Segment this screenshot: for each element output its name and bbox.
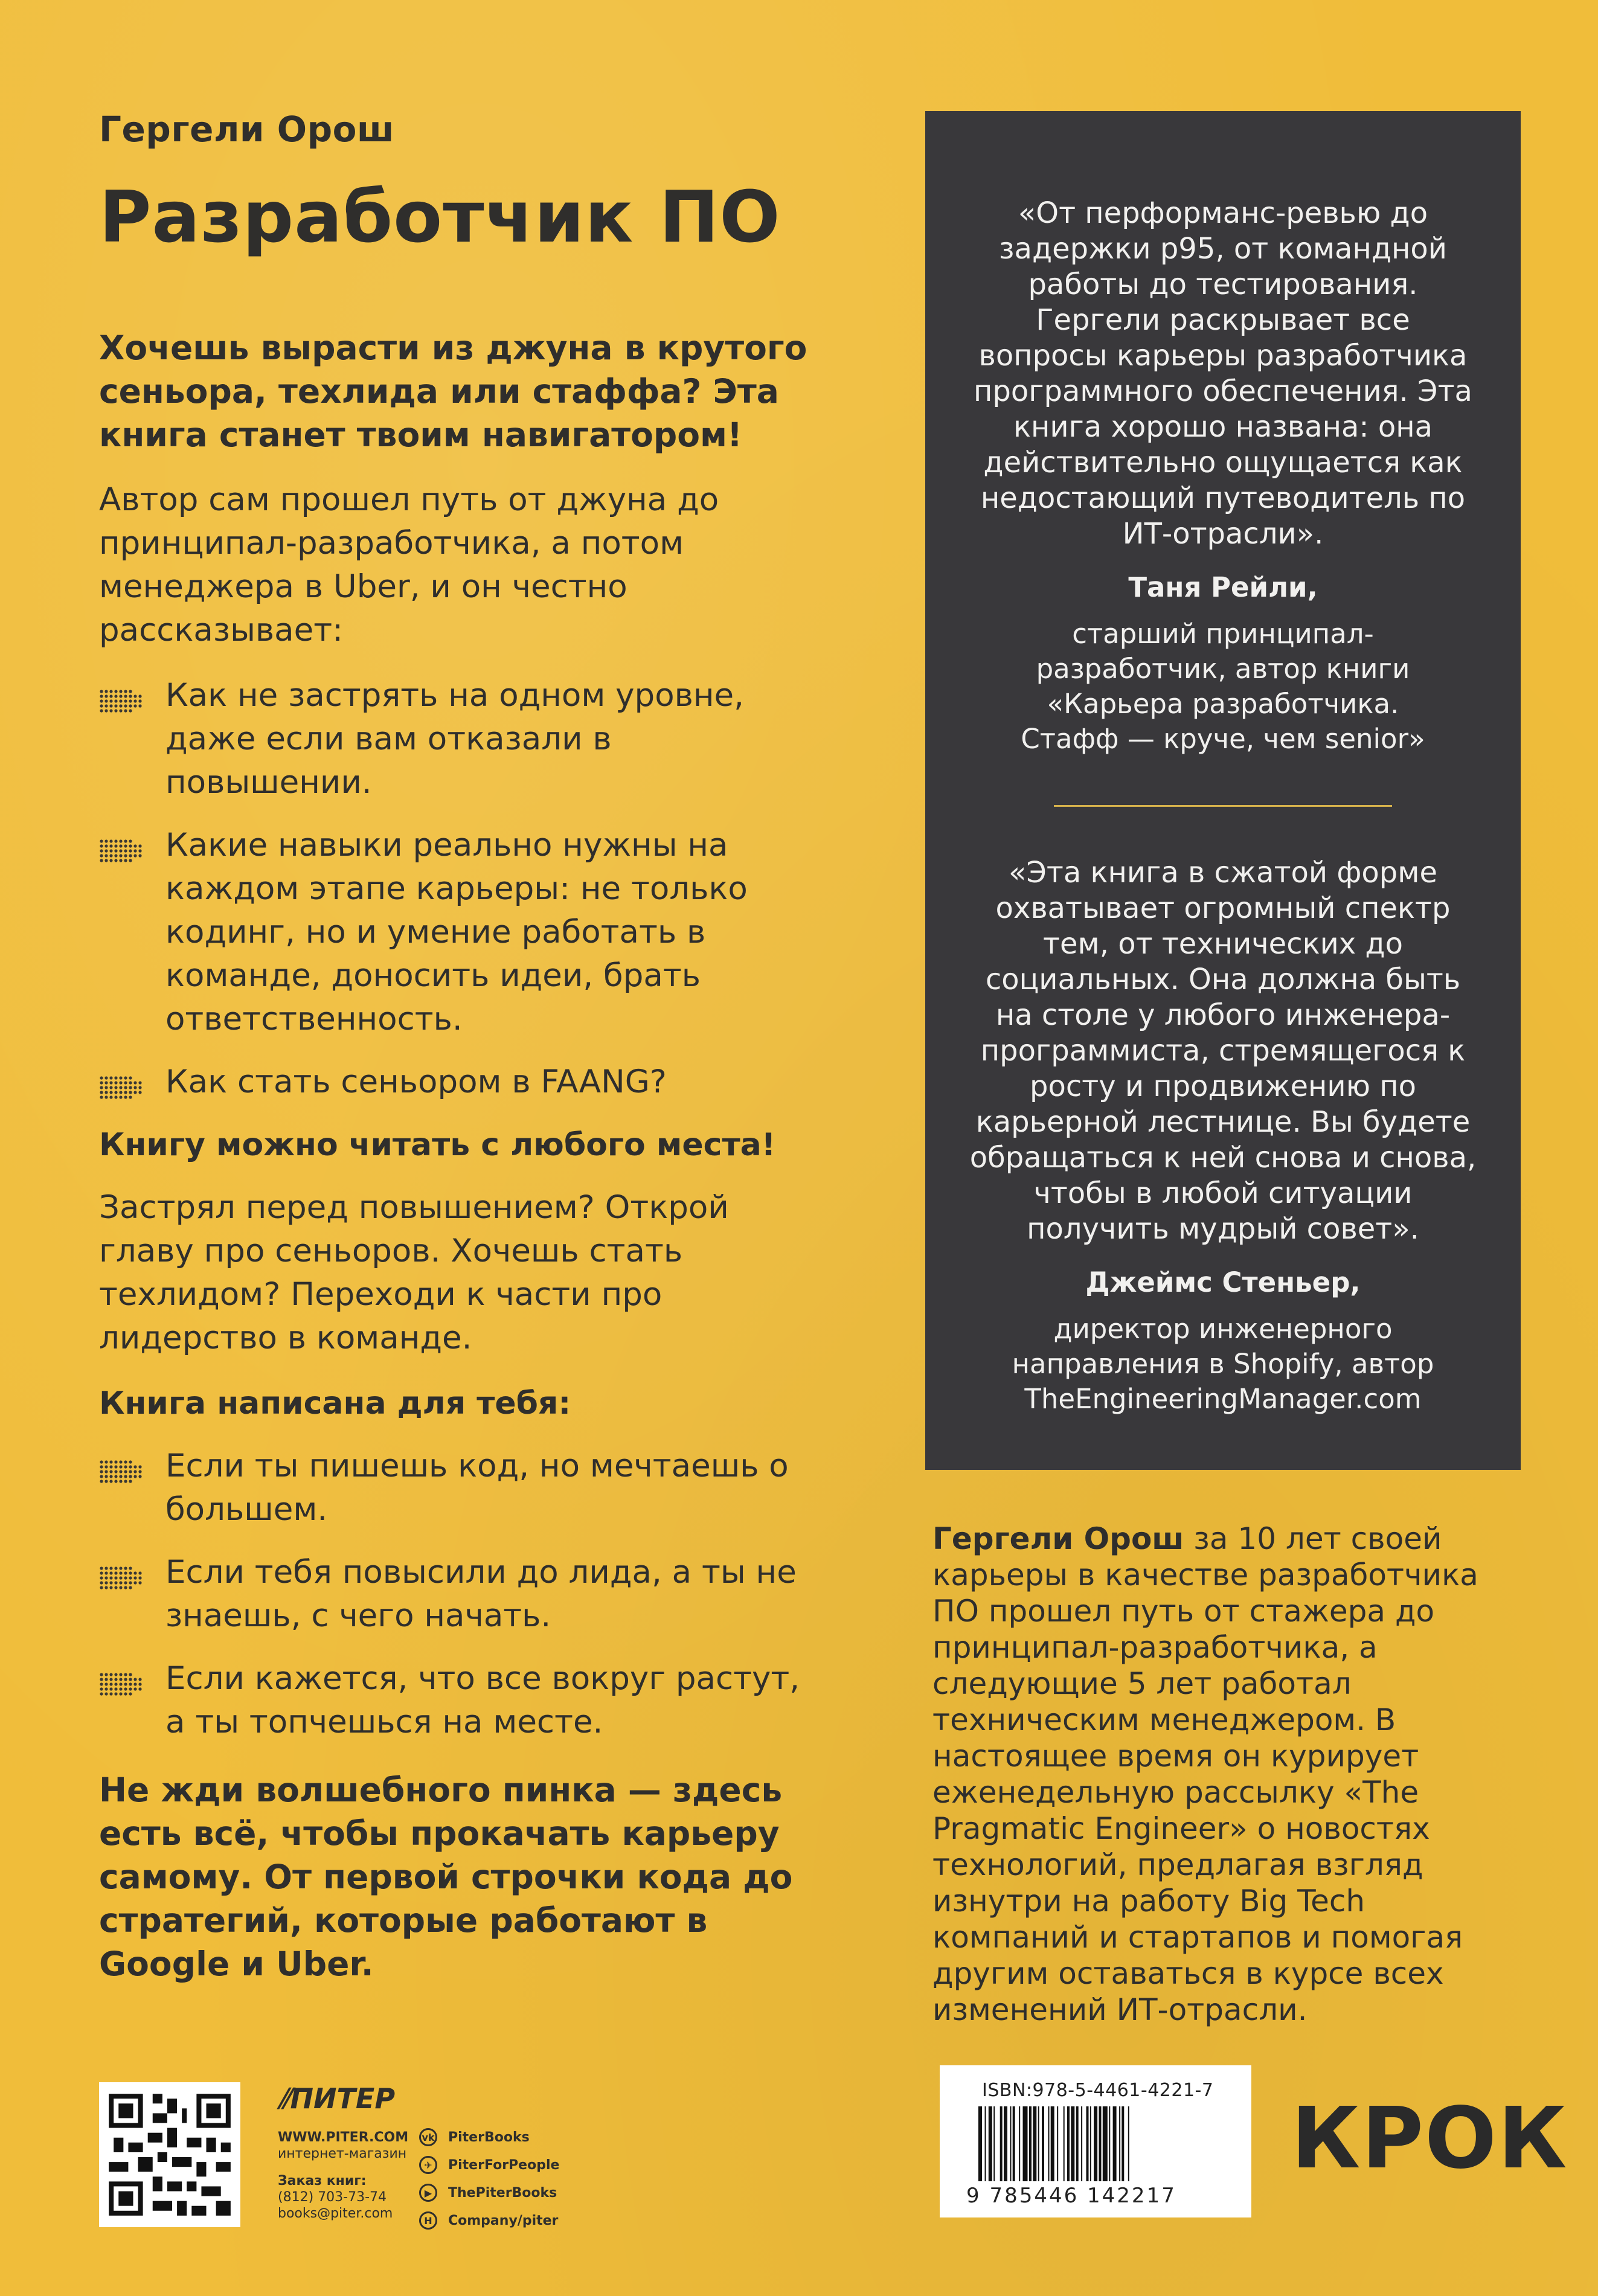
closing-text: Не жди волшебного пинка — здесь есть всё, чтобы прокачать карьеру самому. От первой строчки кода до стратегий, которые работают в Google и Uber. (99, 1771, 793, 1983)
social-label: PiterBooks (448, 2129, 530, 2145)
barcode-label (940, 2065, 1251, 2217)
social-link (419, 2123, 559, 2151)
list-item-text: Если кажется, что все вокруг растут, а ты топчешься на месте. (165, 1660, 800, 1740)
lead-text: Хочешь вырасти из джуна в крутого сеньора, техлида или стаффа? Эта книга станет твоим навигатором! (99, 329, 807, 454)
heading-for-you: Книга написана для тебя: (99, 1385, 571, 1422)
arrow-icon (99, 682, 147, 709)
quote-author: Джеймс Стеньер, (1085, 1266, 1361, 1298)
quote-author-role: старший принципал-разработчик, автор книги «Карьера разработчика. Стафф — круче, чем senior» (1021, 618, 1425, 755)
arrow-icon (99, 1453, 147, 1480)
quote-text: «Эта книга в сжатой форме охватывает огромный спектр тем, от технических до социальных. Она должна быть на столе у любого инженера-программиста, стремящегося к росту и продвижению по карьерной лестнице. Вы будете обращаться к ней снова и снова, чтобы в любой ситуации получить мудрый совет». (969, 856, 1477, 1246)
social-label: Company/piter (448, 2213, 559, 2228)
arrow-icon (99, 1666, 147, 1692)
publisher-site: WWW.PITER.COM (278, 2130, 409, 2145)
intro-text: Автор сам прошел путь от джуна до принципал-разработчика, а потом менеджера в Uber, и он честно рассказывает: (99, 481, 719, 649)
vk-icon: vk (419, 2128, 437, 2146)
bullet-list-skills (99, 674, 812, 1104)
list-item-text: Какие навыки реально нужны на каждом этапе карьеры: не только кодинг, но и умение работать в команде, доносить идеи, брать ответственность. (165, 827, 748, 1037)
series-logo: КРОК (1291, 2089, 1568, 2188)
read-text: Застрял перед повышением? Открой главу про сеньоров. Хочешь стать техлидом? Переходи к части про лидерство в команде. (99, 1189, 729, 1356)
social-link (419, 2207, 559, 2234)
publisher-logo: ⫽ПИТЕР (278, 2082, 396, 2115)
ean-text: 9 785446 142217 (966, 2184, 1176, 2208)
list-item (99, 1060, 812, 1104)
bio-text: за 10 лет своей карьеры в качестве разработчика ПО прошел путь от стажера до принципал-разработчика, а следующие 5 лет работал техническим менеджером. В настоящее время он курирует еженедельную рассылку «The Pragmatic Engineer» о новостях технологий, предлагая взгляд изнутри на работу Big Tech компаний и стартапов и помогая другим оставаться в курсе всех изменений ИТ-отрасли. (932, 1521, 1478, 2027)
quote-text: «От перформанс-ревью до задержки p95, от командной работы до тестирования. Гергели раскрывает все вопросы карьеры разработчика программного обеспечения. Эта книга хорошо названа: она действительно ощущается как недостающий путеводитель по ИТ-отрасли». (974, 196, 1472, 551)
divider (1054, 805, 1392, 807)
list-item-text: Если тебя повысили до лида, а ты не знаешь, с чего начать. (165, 1554, 797, 1634)
author-name: Гергели Орош (99, 109, 395, 150)
list-item (99, 824, 812, 1041)
social-link (419, 2151, 559, 2179)
qr-code-icon (99, 2082, 240, 2227)
author-bio (932, 1521, 1524, 2028)
list-item-text: Как не застрять на одном уровне, даже если вам отказали в повышении. (165, 677, 744, 801)
play-icon: ▶ (419, 2184, 437, 2202)
order-phone: (812) 703-73-74 (278, 2190, 387, 2205)
isbn-text: ISBN:978-5-4461-4221-7 (982, 2080, 1214, 2101)
social-links (419, 2123, 559, 2234)
list-item (99, 1445, 812, 1531)
arrow-icon (99, 1069, 147, 1095)
social-label: ThePiterBooks (448, 2185, 557, 2201)
list-item-text: Если ты пишешь код, но мечтаешь о большем. (165, 1448, 789, 1528)
book-title: Разработчик ПО (99, 175, 781, 258)
heading-read: Книгу можно читать с любого места! (99, 1127, 776, 1163)
telegram-icon: ✈ (419, 2156, 437, 2174)
arrow-icon (99, 832, 147, 859)
bio-name: Гергели Орош (932, 1521, 1184, 1556)
description-column (99, 326, 812, 2019)
barcode-icon (978, 2106, 1214, 2185)
quotes-panel (925, 111, 1521, 1470)
quote-author: Таня Рейли, (1128, 571, 1318, 603)
social-label: PiterForPeople (448, 2157, 560, 2173)
order-email: books@piter.com (278, 2206, 393, 2221)
publisher-site-note: интернет-магазин (278, 2146, 407, 2161)
order-label: Заказ книг: (278, 2173, 367, 2189)
list-item-text: Как стать сеньором в FAANG? (165, 1063, 667, 1100)
quote-author-role: директор инженерного направления в Shopify, автор TheEngineeringManager.com (1012, 1313, 1434, 1415)
bullet-list-audience (99, 1445, 812, 1744)
list-item (99, 1551, 812, 1638)
social-link (419, 2179, 559, 2207)
qr-code (99, 2082, 240, 2227)
list-item (99, 1657, 812, 1744)
arrow-icon (99, 1559, 147, 1586)
list-item (99, 674, 812, 804)
habr-icon: H (419, 2211, 437, 2230)
